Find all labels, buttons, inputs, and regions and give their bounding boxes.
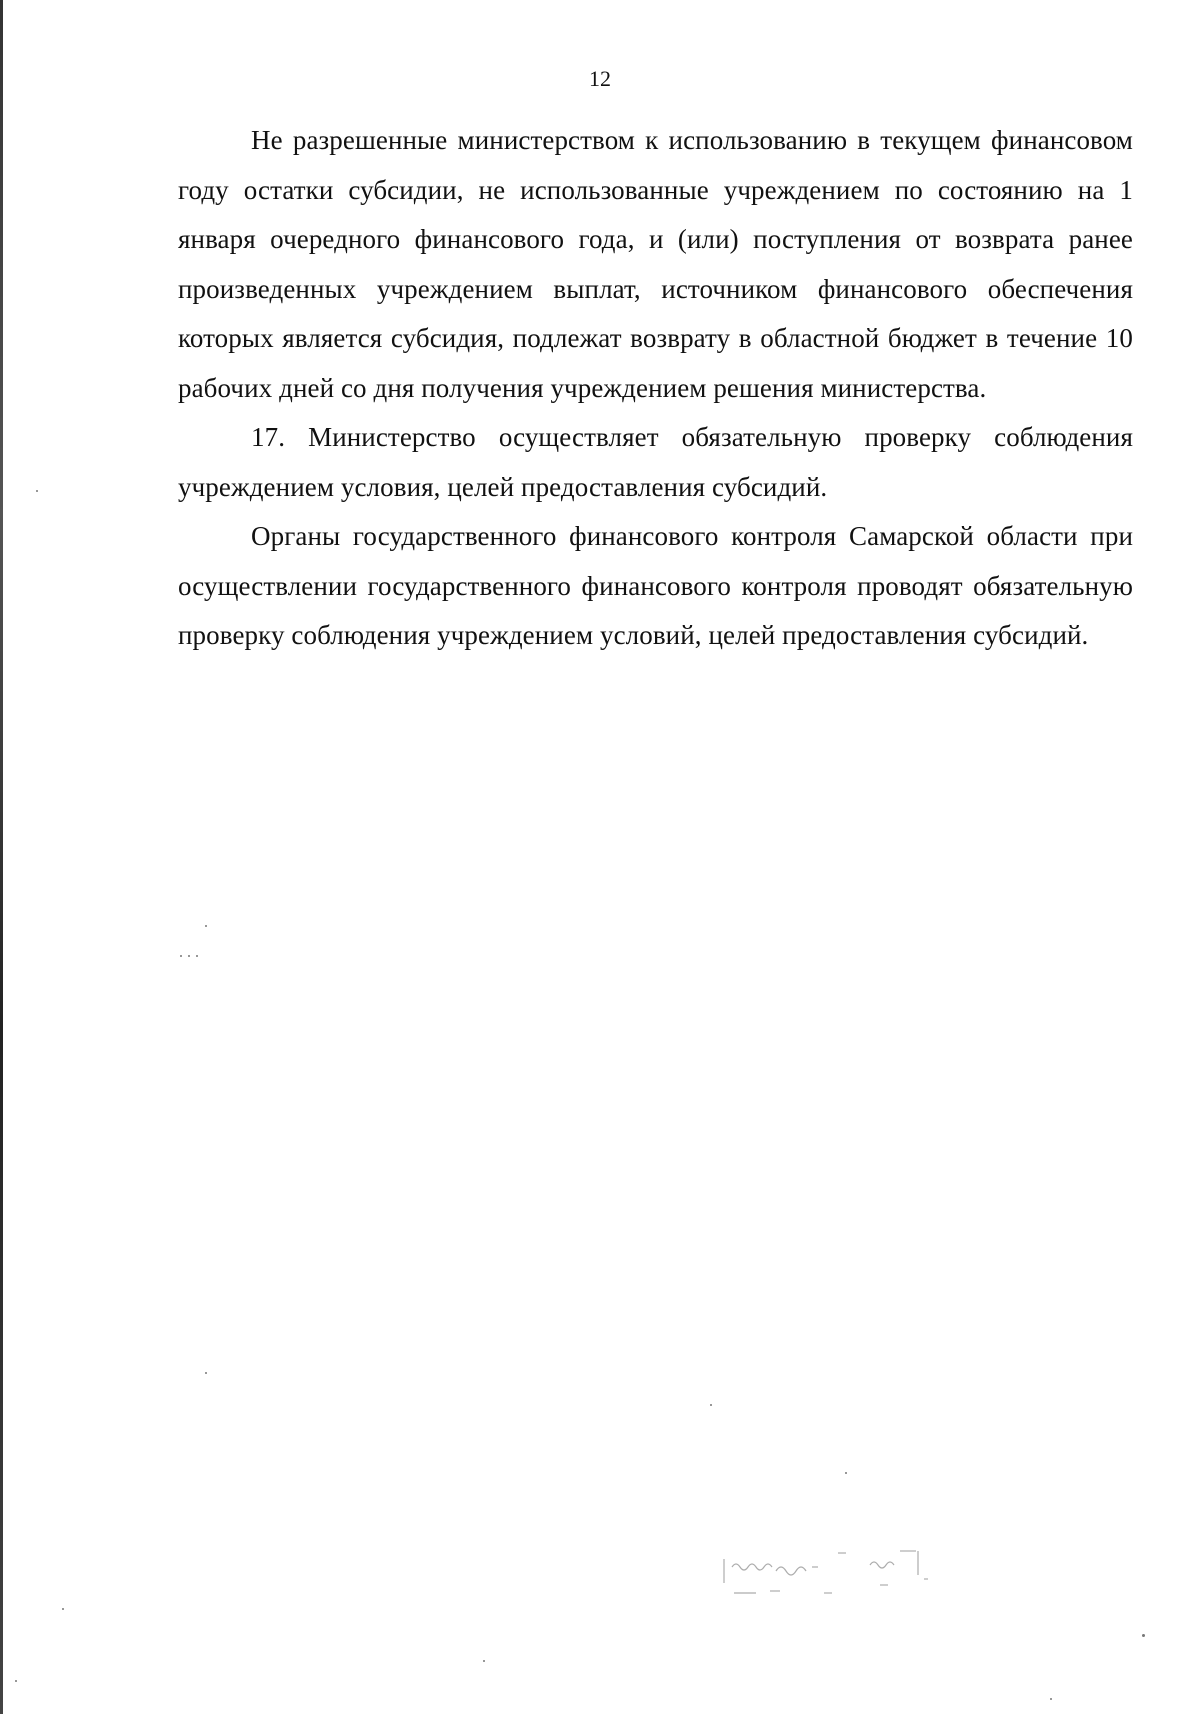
paragraph-remaining-subsidy: Не разрешенные министерством к использованию в текущем финансовом году остатки субсидии, не использованные учреждением по состоянию на 1 января очередного финансового года, и (или) поступления от возврата ранее произведенных учреждением выплат, источником финансового обеспечения которых является субсидия, подлежат возврату в областной бюджет в течение 10 рабочих дней со дня получения учреждением решения министерства.: [178, 125, 1133, 403]
scan-speck: [710, 1404, 712, 1406]
scan-speck: [188, 955, 190, 957]
scan-speck: [36, 490, 38, 492]
scan-speck: [205, 925, 207, 927]
scan-speck: [483, 1660, 485, 1662]
paragraph-control-bodies: Органы государственного финансового контроля Самарской области при осуществлении государственного финансового контроля проводят обязательную проверку соблюдения учреждением условий, целей предоставления субсидий.: [178, 521, 1133, 650]
page-number: 12: [589, 66, 611, 91]
scan-edge: [0, 0, 3, 1714]
document-body: [178, 116, 1133, 661]
paragraph-ministry-check: 17. Министерство осуществляет обязательную проверку соблюдения учреждением условия, целей предоставления субсидий.: [178, 422, 1133, 502]
scan-speck: [1142, 1634, 1145, 1637]
scan-speck: [845, 1472, 847, 1474]
scan-speck: [1050, 1698, 1052, 1700]
scan-speck: [205, 1372, 207, 1374]
registration-stamp: [720, 1545, 1020, 1605]
scan-speck: [15, 1680, 17, 1682]
scan-speck: [180, 955, 182, 957]
scan-speck: [62, 1608, 64, 1610]
scan-speck: [196, 955, 198, 957]
